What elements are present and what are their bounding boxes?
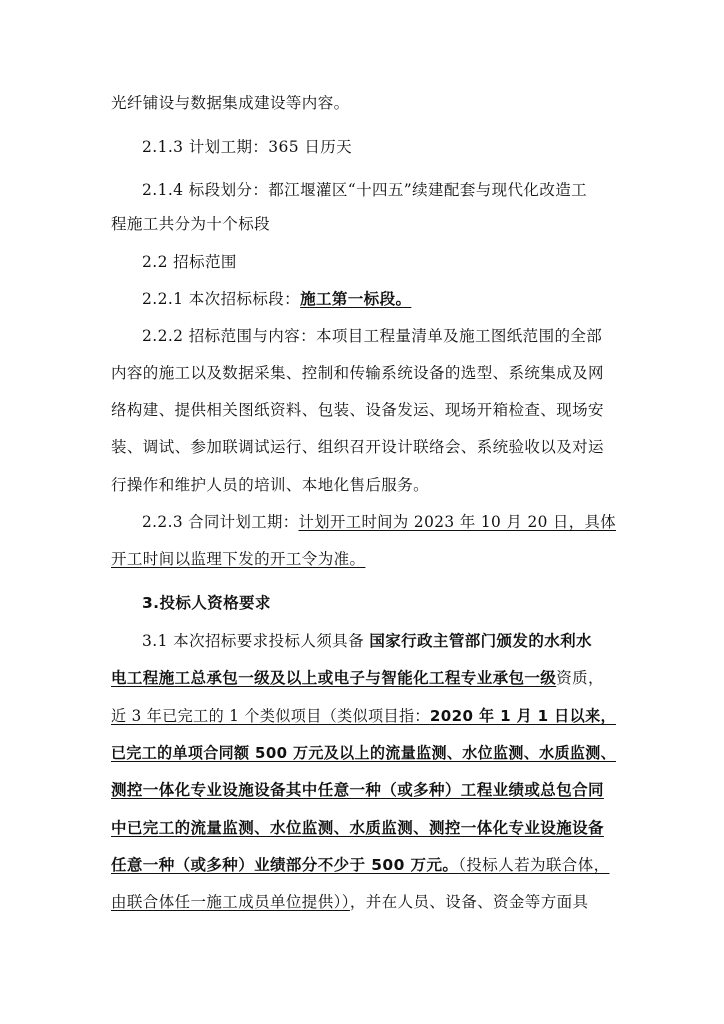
text-span: 2.1.4 标段划分：都江堰灌区“十四五”续建配套与现代化改造工 [142,181,588,199]
underlined-bold-text: 已完工的单项合同额 500 万元及以上的流量监测、水位监测、水质监测、 [111,744,616,762]
paragraph-line [111,363,724,383]
section-2-2-heading [142,252,724,272]
section-2-2-2 [142,326,724,346]
underlined-text: （投标人若为联合体， [458,856,610,874]
paragraph-line [111,892,724,912]
section-3-heading [142,593,724,613]
text-span: 资质， [556,669,604,687]
underlined-text: 计划开工时间为 2023 年 10 月 20 日，具体 [298,513,617,531]
paragraph-line [111,437,724,457]
text-span: 2.2 招标范围 [142,253,237,271]
underlined-bold-text: 任意一种（或多种）业绩部分不少于 500 万元。 [111,856,459,874]
paragraph-line [111,706,724,726]
text-span: 2.2.1 本次招标标段： [142,290,301,308]
underlined-bold-text: 中已完工的流量监测、水位监测、水质监测、测控一体化专业设施设备 [111,819,604,837]
text-span: 2.1.3 计划工期：365 日历天 [142,138,353,156]
underlined-text: 由联合体任一施工成员单位提供）） [111,893,350,911]
section-2-2-1 [142,289,724,309]
paragraph-line [111,668,724,688]
text-span: 内容的施工以及数据采集、控制和传输系统设备的选型、系统集成及网 [111,364,604,382]
section-2-1-3 [142,137,724,157]
text-span: ，并在人员、设备、资金等方面具 [349,893,589,911]
underlined-text: 近 3 年已完工的 1 个类似项目（类似项目指： [111,707,430,725]
paragraph-line [111,743,724,763]
text-span: 络构建、提供相关图纸资料、包装、设备发运、现场开箱检查、现场安 [111,401,604,419]
paragraph-line [111,214,724,234]
text-span: 行操作和维护人员的培训、本地化售后服务。 [111,476,430,494]
paragraph-line [111,475,724,495]
text-span: 装、调试、参加联调试运行、组织召开设计联络会、系统验收以及对运 [111,438,604,456]
section-2-1-4 [142,180,724,200]
bold-text: 国家行政主管部门颁发的水利水 [369,632,592,650]
paragraph-line [111,780,724,800]
underlined-bold-text: 2020 年 1 月 1 日以来， [429,707,616,725]
paragraph-line [111,855,724,875]
text-span: 2.2.3 合同计划工期： [142,513,299,531]
paragraph-line [111,93,724,113]
bold-heading: 3.投标人资格要求 [142,594,271,612]
text-span: 3.1 本次招标要求投标人须具备 [142,632,370,650]
text-span: 光纤铺设与数据集成建设等内容。 [111,94,350,112]
underlined-text: 开工时间以监理下发的开工令为准。 [111,550,366,568]
section-2-2-3 [142,512,724,532]
paragraph-line [111,400,724,420]
text-span: 程施工共分为十个标段 [111,215,271,233]
underlined-bold-text: 电工程施工总承包一级及以上或电子与智能化工程专业承包一级 [111,669,557,687]
paragraph-line [111,549,724,569]
underlined-bold-text: 测控一体化专业设施设备其中任意一种（或多种）工程业绩或总包合同 [111,781,604,799]
paragraph-line [111,818,724,838]
section-3-1 [142,631,724,651]
underlined-bold-text: 施工第一标段。 [300,290,412,308]
text-span: 2.2.2 招标范围与内容：本项目工程量清单及施工图纸范围的全部 [142,327,603,345]
